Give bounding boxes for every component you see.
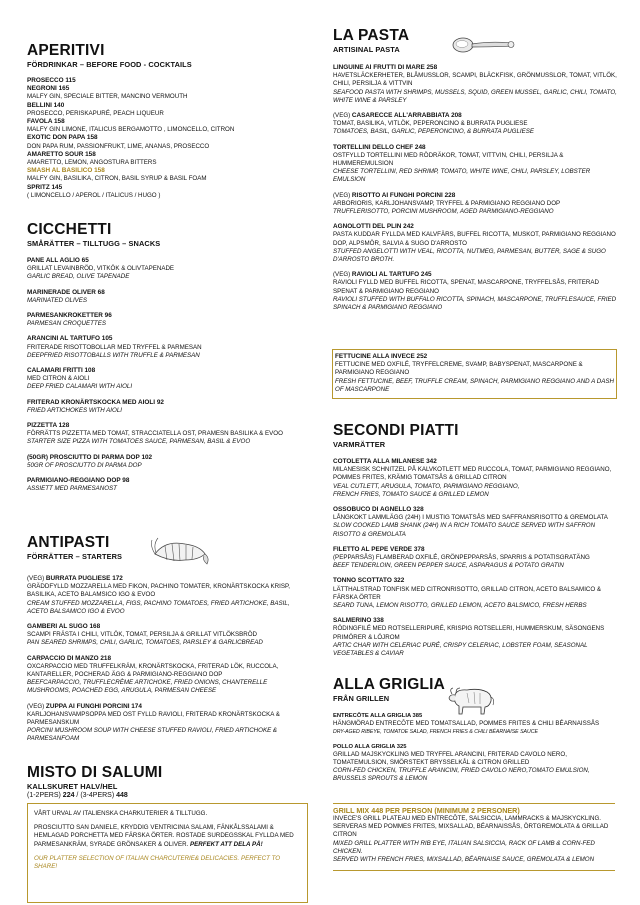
price-label-small: (1-2PERS) <box>27 792 61 799</box>
item-name: TONNO SCOTTATO 322 <box>333 577 405 585</box>
item-english: PARMESAN CROQUETTES <box>27 320 106 328</box>
aperitivi-item-desc: MALFY GIN, BASILIKA, CITRON, BASIL SYRUP & BASIL FOAM <box>27 175 207 183</box>
item-english: STUFFED ANGELOTTI WITH VEAL, RICOTTA, NUTMEG, PARMESAN, BUTTER, SAGE & SUGO D'ARROSTO BROTH. <box>333 247 606 264</box>
aperitivi-subtitle: FÖRDRINKAR – BEFORE FOOD - COCKTAILS <box>27 60 192 69</box>
item-desc: RAVIOLI FYLLD MED BUFFEL RICOTTA, SPENAT, MASCARPONE, TRYFFELSÅS, FRITERAD SPENAT & PARMIGIANO REGGIANO <box>333 279 599 295</box>
grill-mix-top-rule <box>333 803 615 804</box>
grill-mix <box>333 806 618 864</box>
item-english: VEAL CUTLETT, ARUGULA, TOMATO, PARMIGIANO REGGIANO, <box>333 482 520 490</box>
item-name: PARMIGIANO-REGGIANO DOP 98 <box>27 477 130 485</box>
feature-name: FETTUCINE ALLA INVECE 252 <box>335 353 428 360</box>
grill-mix-english-tail: SERVED WITH FRENCH FRIES, MIXSALLAD, BÉARNAISE SAUCE, GREMOLATA & LEMON <box>333 856 595 864</box>
antipasti-item <box>27 623 309 648</box>
item-english: MARINATED OLIVES <box>27 296 88 304</box>
item-english: SEAFOOD PASTA WITH SHRIMPS, MUSSELS, SQUID, GREEN MUSSEL, GARLIC, CHILI, TOMATO, WHITE WINE & PARSLEY <box>333 88 617 104</box>
pasta-item <box>333 271 618 312</box>
grill-mix-bottom-rule <box>333 870 615 871</box>
item-english: GARLIC BREAD, OLIVE TAPENADE <box>27 273 130 281</box>
fettucine-feature-box <box>332 349 617 399</box>
cicchetti-item <box>27 477 309 493</box>
item-english: DEEP FRIED CALAMARI WITH AIOLI <box>27 383 133 391</box>
secondi-item <box>333 617 618 658</box>
item-english: DRY-AGED RIBEYE, TOMATOE SALAD, FRENCH FRIES & CHILI BÉARNAISE SAUCE <box>333 729 538 736</box>
item-english-tail: FRENCH FRIES, TOMATO SAUCE & GRILLED LEMON <box>333 490 489 498</box>
cicchetti-item <box>27 257 309 282</box>
price-separator: / <box>74 792 81 799</box>
secondi-title: SECONDI PIATTI <box>333 422 459 439</box>
item-name: AGNOLOTTI DEL PLIN 242 <box>333 223 414 231</box>
veg-label: (VEG) <box>333 271 352 279</box>
item-desc: MED CITRON & AIOLI <box>27 375 90 383</box>
price-large: 448 <box>116 792 128 799</box>
pasta-item <box>333 192 618 217</box>
item-name: CASARECCE ALL'ARRABBIATA 208 <box>351 112 462 120</box>
feature-english: FRESH FETTUCINE, BEEF, TRUFFLE CREAM, SPINACH, PARMIGIANO REGGIANO AND A DASH OF MASCARPONE <box>335 377 614 393</box>
price-small: 224 <box>62 792 75 799</box>
salumi-box-intro: VÅRT URVAL AV ITALIENSKA CHARKUTERIER & TILLTUGG. <box>34 810 208 817</box>
veg-label: (VEG) <box>333 191 352 199</box>
item-english: RAVIOLI STUFFED WITH BUFFALO RICOTTA, SPINACH, MASCARPONE, TRUFFLESAUCE, FRIED SPINACH & PARMIGIANO REGGIANO <box>333 295 617 312</box>
salumi-info-box <box>27 803 308 903</box>
item-desc: KARLJOHANSVAMPSOPPA MED OST FYLLD RAVIOLI, FRITERAD KRONÄRTSKOCKA & PARMESANSKUM <box>27 710 280 727</box>
aperitivi-item-desc: AMARETTO, LEMON, ANGOSTURA BITTERS <box>27 159 157 167</box>
spoon-illustration-icon <box>451 34 517 56</box>
secondi-item <box>333 546 618 571</box>
grill-mix-name: GRILL MIX 448 PER PERSON (MINIMUM 2 PERSONER) <box>333 806 520 815</box>
aperitivi-item-name: FAVOLA 158 <box>27 118 65 126</box>
item-desc: LÅNGKOKT LAMMLÄGG (24H) I MUSTIG TOMATSÅS MED SAFFRANSRISOTTO & GREMOLATA <box>333 514 608 522</box>
item-name: RAVIOLI AL TARTUFO 245 <box>351 271 432 279</box>
secondi-section <box>333 422 618 658</box>
aperitivi-item-desc: PROSECCO, PERISKAPURÉ, PEACH LIQUEUR <box>27 109 164 117</box>
item-name: BURRATA PUGLIESE 172 <box>45 575 123 582</box>
item-english: CORN-FED CHICKEN, TRUFFLE ARANCINI, FRIED CAVOLO NERO,TOMATO EMULSION, BRUSSELS SPROUTS & LEMON <box>333 767 590 783</box>
item-name: POLLO ALLA GRIGLIA 325 <box>333 743 407 750</box>
item-desc: GRILLAT LEVAINBRÖD, VITKÖK & OLIVTAPENADE <box>27 265 175 273</box>
item-english: FRIED ARTICHOKES WITH AIOLI <box>27 406 122 414</box>
aperitivi-item-desc: ( LIMONCELLO / APEROL / ITALICUS / HUGO ) <box>27 191 161 199</box>
item-desc: SCAMPI FRÄSTA I CHILI, VITLÖK, TOMAT, PERSILJA & GRILLAT VITLÖKSBRÖD <box>27 631 258 639</box>
item-desc: HAVETSLÄCKERHETER, BLÅMUSSLOR, SCAMPI, BLÄCKFISK, GRÖNMUSSLOR, TOMAT, VITLÖK, CHILI, PERSILJA & VITTVIN <box>333 72 617 88</box>
griglia-subtitle: FRÅN GRILLEN <box>333 694 390 703</box>
cicchetti-item <box>27 335 309 360</box>
item-english: 50GR OF PROSCIUTTO DI PARMA DOP <box>27 461 142 469</box>
item-english: PORCINI MUSHROOM SOUP WITH CHEESE STUFFED RAVIOLI, FRIED ARTICHOKE & PARMESANFOAM <box>27 727 278 743</box>
item-name: COTOLETTA ALLA MILANESE 342 <box>333 458 437 465</box>
aperitivi-item-desc: DON PAPA RUM, PASSIONFRUKT, LIME, ANANAS, PROSECCO <box>27 142 210 150</box>
item-name: SALMERINO 338 <box>333 617 384 625</box>
item-english: SLOW COOKED LAMB SHANK (24H) IN A RICH TOMATO SAUCE SERVED WITH SAFFRON RISOTTO & GREMOLATA <box>333 522 596 538</box>
aperitivi-item-name: BELLINI 140 <box>27 101 65 109</box>
pasta-section <box>333 27 618 312</box>
grill-mix-desc: INVECE'S GRILL PLATEAU MED ENTRECÔTE, SALSICCIA, LAMMRACKS & MAJSKYCKLING. SERVERAS MED POMMES FRITES, MIXSALLAD, BÉARNAISSÅS, ÖRTGREMOLATA & GRILLAD CITRON <box>333 815 609 839</box>
feature-desc: FETTUCINE MED OXFILÉ, TRYFFELCREME, SVAMP, BABYSPENAT, MASCARPONE & PARMIGIANO REGGIANO <box>335 361 583 377</box>
item-name: ARANCINI AL TARTUFO 105 <box>27 335 113 343</box>
item-name: PIZZETTA 128 <box>27 422 70 430</box>
item-desc: PASTA KUDDAR FYLLDA MED KALVFÄRS, BUFFEL RICOTTA, MUSKOT, PARMIGIANO REGGIANO DOP, ALPSMÖR, SALVIA & SUGO D'ARROSTO <box>333 231 616 247</box>
item-desc: FÖRRÄTTS PIZZETTA MED TOMAT, STRACCIATELLA OST, PRAMESN BASILIKA & EVOO <box>27 430 283 438</box>
veg-label: (VEG) <box>333 112 352 120</box>
item-name: CARPACCIO DI MANZO 218 <box>27 654 112 662</box>
cicchetti-section <box>27 221 309 493</box>
secondi-item <box>333 577 618 610</box>
item-english: STARTER SIZE PIZZA WITH TOMATOES SAUCE, PARMESAN, BASIL & EVOO <box>27 438 251 446</box>
secondi-subtitle: VARMRÄTTER <box>333 440 386 449</box>
veg-label: (VEG) <box>27 575 46 582</box>
item-name: ZUPPA AI FUNGHI PORCINI 174 <box>45 702 142 710</box>
item-name: TORTELLINI DELLO CHEF 248 <box>333 143 426 151</box>
cicchetti-item <box>27 422 309 447</box>
salumi-box-english: OUR PLATTER SELECTION OF ITALIAN CHARCUTERIE& DELICACIES. PERFECT TO SHARE! <box>34 854 281 871</box>
item-desc: FRITERADE RISOTTOBOLLAR MED TRYFFEL & PARMESAN <box>27 343 202 351</box>
item-english: PAN SEARED SHRIMPS, CHILI, GARLIC, TOMATOES, PARSLEY & GARLICBREAD <box>27 639 263 647</box>
cicchetti-item <box>27 367 309 392</box>
item-desc: GRÄDDFYLLD MOZZARELLA MED FIKON, PACHINO TOMATER, KRONÄRTSKOCKA KRISP, BASILIKA, ACETO BALAMSICO IGO & EVOO <box>27 583 291 599</box>
cicchetti-subtitle: SMÅRÄTTER – TILLTUGG – SNACKS <box>27 239 161 248</box>
bull-illustration-icon <box>447 683 495 717</box>
cicchetti-item <box>27 289 309 305</box>
cicchetti-item <box>27 454 309 470</box>
pasta-item <box>333 144 618 185</box>
item-name: CALAMARI FRITTI 108 <box>27 367 96 375</box>
cicchetti-item <box>27 312 309 328</box>
aperitivi-item-name: PROSECCO 115 <box>27 77 76 84</box>
price-label-large: (3-4PERS) <box>80 792 115 799</box>
item-desc: (PEPPARSÅS) FLAMBERAD OXFILÉ, GRÖNPEPPARSÅS, SPARRIS & POTATISGRATÄNG <box>333 554 590 562</box>
salumi-box-desc <box>34 824 301 849</box>
item-name: FILETTO AL PEPE VERDE 378 <box>333 545 425 553</box>
item-name: PANE ALL AGLIO 65 <box>27 257 89 264</box>
griglia-item <box>333 743 618 784</box>
item-english: TRUFFLERISOTTO, PORCINI MUSHROOM, AGED PARMIGIANO-REGGIANO <box>333 208 554 216</box>
aperitivi-item-desc: MALFY GIN LIMONE, ITALICUS BERGAMOTTO , LIMONCELLO, CITRON <box>27 126 235 134</box>
salumi-section <box>27 764 309 800</box>
aperitivi-section <box>27 42 309 200</box>
item-english: CHEESE TORTELLINI, RED SHRIMP, TOMATO, WHITE WINE, CHILI, PARSLEY, LOBSTER EMULSION <box>333 168 591 184</box>
item-english: CREAM STUFFED MOZZARELLA, FIGS, PACHINO TOMATOES, FRIED ARTICHOKE, BASIL, ACETO BALSAMICO IGO & EVOO <box>27 599 290 615</box>
item-name: GAMBERI AL SUGO 168 <box>27 623 101 631</box>
aperitivi-item-name: NEGRONI 165 <box>27 85 70 93</box>
pasta-subtitle: ARTISINAL PASTA <box>333 45 400 54</box>
pasta-item <box>333 112 618 137</box>
item-name: PARMESANKROKETTER 96 <box>27 312 112 320</box>
item-english: DEEPFRIED RISOTTOBALLS WITH TRUFFLE & PARMESAN <box>27 351 200 359</box>
salumi-box-share: PERFEKT ATT DELA PÅ! <box>190 840 263 848</box>
cicchetti-title: CICCHETTI <box>27 221 112 238</box>
item-desc: LÄTTHALSTRAD TONFISK MED CITRONRISOTTO, GRILLAD CITRON, ACETO BALSAMICO & FÄRSKA ÖRTER <box>333 585 602 601</box>
salumi-subtitle: KALLSKURET HALV/HEL <box>27 782 118 791</box>
secondi-item <box>333 458 618 499</box>
pasta-title: LA PASTA <box>333 27 410 44</box>
item-english: BEEF TENDERLOIN, GREEN PEPPER SAUCE, ASPARAGUS & POTATO GRATIN <box>333 562 564 570</box>
antipasti-item <box>27 703 309 744</box>
aperitivi-item-name-highlight: SMASH AL BASILICO 158 <box>27 167 105 175</box>
item-english: ARTIC CHAR WITH CELERIAC PURÉ, CRISPY CELERIAC, LOBSTER FOAM, SEASONAL VEGETABLES & CAVIAR <box>333 641 588 658</box>
item-name: OSSOBUCO DI AGNELLO 328 <box>333 506 424 514</box>
pasta-item <box>333 64 618 105</box>
cicchetti-item <box>27 399 309 415</box>
item-english: ASSIETT MED PARMESANOST <box>27 485 117 493</box>
item-desc: TOMAT, BASILIKA, VITLÖK, PEPERONCINO & BURRATA PUGLIESE <box>333 120 528 128</box>
item-name: LINGUINE AI FRUTTI DI MARE 258 <box>333 64 438 71</box>
salumi-title: MISTO DI SALUMI <box>27 764 163 781</box>
secondi-item <box>333 506 618 539</box>
item-name: MARINERADE OLIVER 68 <box>27 288 105 296</box>
antipasti-item <box>27 575 309 616</box>
item-desc: OSTFYLLD TORTELLINI MED RÖDRÄKOR, TOMAT, VITTVIN, CHILI, PERSILJA & HUMMEREMULSION <box>333 151 564 168</box>
antipasti-title: ANTIPASTI <box>27 534 110 551</box>
item-english: TOMATOES, BASIL, GARLIC, PEPERONCINO, & BURRATA PUGLIESE <box>333 128 535 136</box>
item-english: BEEFCARPACCIO, TRUFFLECRÈME ARTICHOKE, FRIED ONIONS, CHANTERELLE MUSHROOMS, POACHED EGG, ARUGULA, PARMESAN CHEESE <box>27 679 268 695</box>
salumi-prices <box>27 792 309 800</box>
aperitivi-item-desc: MALFY GIN, SPECIALE BITTER, MANCINO VERMOUTH <box>27 93 188 101</box>
item-name: FRITERAD KRONÄRTSKOCKA MED AIOLI 92 <box>27 398 164 406</box>
antipasti-item <box>27 655 309 696</box>
item-desc: RÖDINGFILÉ MED ROTSELLERIPURÉ, KRISPIG ROTSELLERI, HUMMERSKUM, SÄSONGENS PRIMÖRER & LÖJROM <box>333 625 605 641</box>
item-desc: ARBORIORIS, KARLJOHANSVAMP, TRYFFEL & PARMIGIANO REGGIANO DOP <box>333 199 561 207</box>
item-desc: GRILLAD MAJSKYCKLING MED TRYFFEL ARANCINI, FRITERAD CAVOLO NERO, TOMATEMULSION, SMÖRSTEKT BRYSSELKÅL & CITRON GRILLED <box>333 750 567 767</box>
shrimp-illustration-icon <box>150 536 210 566</box>
griglia-title: ALLA GRIGLIA <box>333 676 446 693</box>
pasta-item <box>333 223 618 264</box>
antipasti-subtitle: FÖRRÄTTER – STARTERS <box>27 552 123 561</box>
item-english: SEARD TUNA, LEMON RISOTTO, GRILLED LEMON, ACETO BALSMICO, FRESH HERBS <box>333 602 587 610</box>
aperitivi-list <box>27 77 309 200</box>
aperitivi-item-name: AMARETTO SOUR 158 <box>27 150 96 158</box>
item-desc: MILANESISK SCHNITZEL PÅ KALVKOTLETT MED RUCCOLA, TOMAT, PARMIGIANO REGGIANO, POMMES FRITES, KRÄMIG TOMATSÅS & GRILLAD CITRON <box>333 466 612 482</box>
item-name: RISOTTO AI FUNGHI PORCINI 228 <box>351 191 456 199</box>
item-desc: HÄNGMÖRAD ENTRECÔTE MED TOMATSALLAD, POMMES FRITES & CHILI BÉARNAISSÅS <box>333 720 600 728</box>
salumi-box-body: PROSCIUTTO SAN DANIELE, KRYDDIG VENTRICINIA SALAMI, FÄNKÅLSSALAMI & HEMLAGAD PORCHETTA MED FÄRSKA ÖRTER. ROSTADE SURDEGSSKAL FYLLDA MED PARMESANKRÄM, SYRADE GRÖNSAKER & OLIVER. <box>34 824 294 848</box>
aperitivi-item-name: EXOTIC DON PAPA 158 <box>27 134 98 142</box>
item-desc: OXCARPACCIO MED TRUFFELKRÄM, KRONÄRTSKOCKA, FRITERAD LÖK, RUCCOLA, KANTARELLER, POCHERAD ÄGG & PARMIGIANO-REGGIANO DOP <box>27 662 279 679</box>
aperitivi-title: APERITIVI <box>27 42 105 59</box>
item-name: (50GR) PROSCIUTTO DI PARMA DOP 102 <box>27 453 153 461</box>
grill-mix-english: MIXED GRILL PLATTER WITH RIB EYE, ITALIAN SALSICCIA, RACK OF LAMB & CORN-FED CHICKEN. <box>333 839 595 855</box>
item-name: ENTRECÔTE ALLA GRIGLIA 385 <box>333 713 423 719</box>
aperitivi-item-name: SPRITZ 145 <box>27 183 63 191</box>
veg-label: (VEG) <box>27 702 46 710</box>
